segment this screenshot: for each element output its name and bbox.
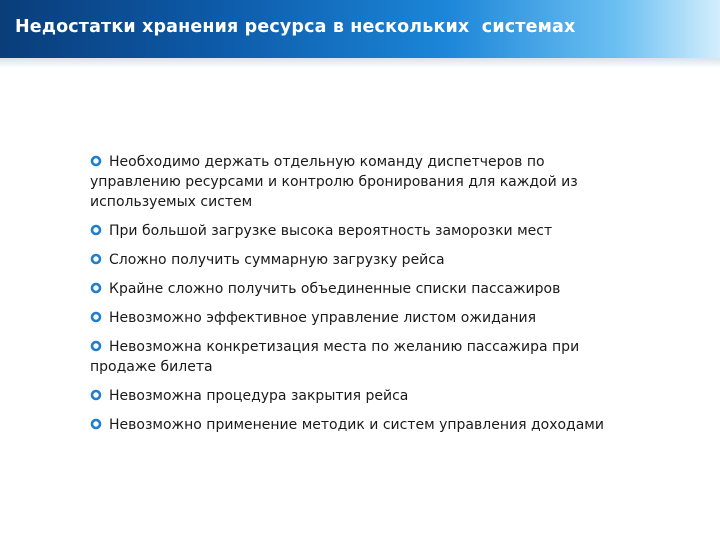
bullet-text: Невозможна процедура закрытия рейса: [109, 388, 409, 404]
bullet-item: [90, 279, 610, 299]
bullet-item: [90, 221, 610, 241]
title-bar: [0, 0, 720, 58]
bullet-text: Необходимо держать отдельную команду диспетчеров по управлению ресурсами и контролю бронирования для каждой из используемых систем: [90, 154, 578, 210]
bullet-text: Невозможна конкретизация места по желанию пассажира при продаже билета: [90, 339, 580, 375]
ring-bullet-icon: [90, 340, 102, 352]
bullet-item: [90, 152, 610, 212]
ring-bullet-icon: [90, 253, 102, 265]
bullet-text: Сложно получить суммарную загрузку рейса: [109, 252, 445, 268]
bullet-item: [90, 250, 610, 270]
bullet-text: Невозможно применение методик и систем управления доходами: [109, 417, 604, 433]
bullet-text: Крайне сложно получить объединенные списки пассажиров: [109, 281, 561, 297]
ring-bullet-icon: [90, 282, 102, 294]
ring-bullet-icon: [90, 389, 102, 401]
ring-bullet-icon: [90, 418, 102, 430]
bullet-item: [90, 415, 610, 435]
bullet-text: Невозможно эффективное управление листом ожидания: [109, 310, 537, 326]
bullet-text: При большой загрузке высока вероятность заморозки мест: [109, 223, 553, 239]
bullet-list: [90, 152, 610, 444]
bullet-item: [90, 337, 610, 377]
ring-bullet-icon: [90, 224, 102, 236]
ring-bullet-icon: [90, 311, 102, 323]
ring-bullet-icon: [90, 155, 102, 167]
slide-title: Недостатки хранения ресурса в нескольких системах: [15, 17, 576, 37]
bullet-item: [90, 308, 610, 328]
bullet-item: [90, 386, 610, 406]
